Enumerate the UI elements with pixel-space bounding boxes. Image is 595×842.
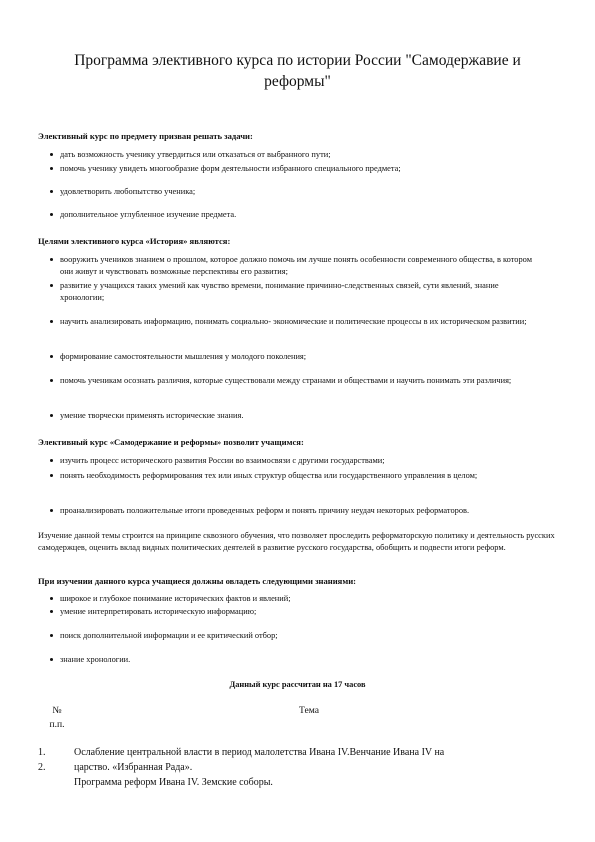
table-row-topic: царство. «Избранная Рада». (74, 762, 193, 773)
course-hours-note: Данный курс рассчитан на 17 часов (229, 680, 366, 689)
bullet-icon (50, 634, 53, 637)
table-row-number: 1. (38, 747, 46, 758)
document-title: Программа элективного курса по истории России "Самодержавие и реформы" (74, 52, 521, 90)
list-item: умение творчески применять исторические знания. (60, 410, 542, 422)
bullet-icon (50, 355, 53, 358)
bullet-icon (50, 153, 53, 156)
bullet-icon (50, 414, 53, 417)
bullet-icon (50, 610, 53, 613)
bullet-icon (50, 379, 53, 382)
bullet-icon (50, 284, 53, 287)
bullet-icon (50, 597, 53, 600)
list-item: удовлетворить любопытство ученика; (60, 186, 542, 198)
bullet-icon (50, 320, 53, 323)
table-row-number: 2. (38, 762, 46, 773)
list-item: научить анализировать информацию, понимать социально- экономические и политические процессы в их историческом развитии; (60, 316, 542, 328)
section-heading-tasks: Элективный курс по предмету призван решать задачи: (38, 131, 253, 141)
bullet-icon (50, 509, 53, 512)
list-item: изучить процесс исторического развития России во взаимосвязи с другими государствами; (60, 455, 542, 467)
bullet-icon (50, 459, 53, 462)
body-paragraph: Изучение данной темы строится на принципе сквозного обучения, что позволяет проследить реформаторскую политику и деятельность русских самодержцев, оценить вклад видных политических деятелей в развитие русского государства, обобщить и подвести итоги реформ. (38, 531, 555, 552)
list-item: знание хронологии. (60, 654, 542, 666)
list-item: поиск дополнительной информации и ее критический отбор; (60, 630, 542, 642)
list-item: развитие у учащихся таких умений как чувство времени, понимание причинно-следственных связей, сути явлений, знание хронологии; (60, 280, 542, 303)
list-item: помочь ученику увидеть многообразие форм деятельности избранного специального предмета; (60, 163, 542, 175)
table-header-topic: Тема (298, 705, 320, 716)
list-item: проанализировать положительные итоги проведенных реформ и понять причину неудач некоторых реформаторов. (60, 505, 542, 517)
bullet-icon (50, 258, 53, 261)
list-item: дополнительное углубленное изучение предмета. (60, 209, 542, 221)
bullet-icon (50, 167, 53, 170)
list-item: понять необходимость реформирования тех или иных структур общества или государственного управления в целом; (60, 470, 542, 482)
section-heading-outcomes: Элективный курс «Самодержание и реформы» позволит учащимся: (38, 437, 304, 447)
bullet-icon (50, 190, 53, 193)
bullet-icon (50, 658, 53, 661)
list-item: широкое и глубокое понимание исторических фактов и явлений; (60, 593, 542, 605)
list-item: формирование самостоятельности мышления у молодого поколения; (60, 351, 542, 363)
section-heading-knowledge: При изучении данного курса учащиеся должны овладеть следующими знаниями: (38, 576, 357, 586)
table-row-topic: Ослабление центральной власти в период малолетства Ивана IV.Венчание Ивана IV на (74, 747, 445, 758)
list-item: умение интерпретировать историческую информацию; (60, 606, 542, 618)
list-item: вооружить учеников знанием о прошлом, которое должно помочь им лучше понять особенности современного общества, в котором они живут и чувствовать возможные перспективы его развития; (60, 254, 542, 277)
section-heading-goals: Целями элективного курса «История» являются: (38, 236, 231, 246)
table-row-topic: Программа реформ Ивана IV. Земские соборы. (74, 777, 273, 788)
bullet-icon (50, 474, 53, 477)
list-item: дать возможность ученику утвердиться или отказаться от выбранного пути; (60, 149, 542, 161)
list-item: помочь ученикам осознать различия, которые существовали между странами и обществами и научить понимать эти различия; (60, 375, 542, 387)
bullet-icon (50, 213, 53, 216)
table-header-number: № п.п. (49, 705, 65, 730)
